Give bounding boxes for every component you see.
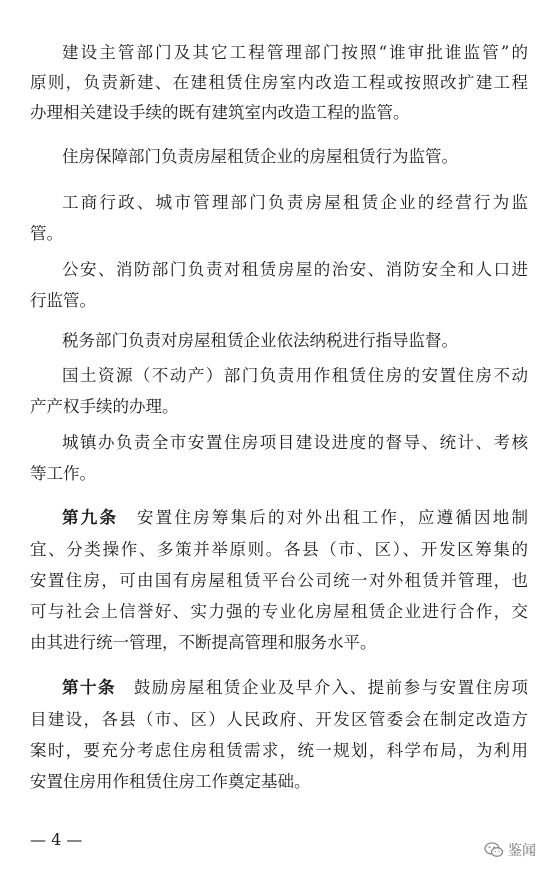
text-line — [30, 628, 528, 658]
text-line — [30, 736, 528, 766]
text-line — [30, 98, 528, 128]
text-line — [30, 566, 528, 596]
line-text: 建设主管部门及其它工程管理部门按照“谁审批谁监管”的 — [62, 43, 528, 62]
line-text: 安置住房，可由国有房屋租赁平台公司统一对外租赁并管理，也 — [30, 571, 528, 590]
line-text: 行监管。 — [30, 291, 96, 310]
text-line — [62, 255, 528, 285]
line-text: 管。 — [30, 224, 63, 243]
text-line — [30, 705, 528, 735]
text-line — [30, 392, 528, 422]
line-text: 税务部门负责对房屋租赁企业依法纳税进行指导监督。 — [62, 331, 458, 350]
line-text: 可与社会上信誉好、实力强的专业化房屋租赁企业进行合作，交 — [30, 602, 528, 621]
text-line — [62, 503, 528, 533]
text-line — [30, 68, 528, 98]
line-text: 目建设，各县（市、区）人民政府、开发区管委会在制定改造方 — [30, 710, 528, 729]
text-line — [30, 535, 528, 565]
watermark-text: 鉴闻 — [508, 843, 536, 859]
text-line — [30, 286, 528, 316]
line-text: 住房保障部门负责房屋租赁企业的房屋租赁行为监管。 — [62, 147, 458, 166]
line-text: 由其进行统一管理，不断提高管理和服务水平。 — [30, 633, 377, 652]
line-text: 公安、消防部门负责对租赁房屋的治安、消防安全和人口进 — [62, 260, 528, 279]
article-number: 第九条 — [62, 508, 119, 527]
text-line — [62, 326, 528, 356]
text-line — [62, 38, 528, 68]
line-text: 鼓励房屋租赁企业及早介入、提前参与安置住房项 — [132, 678, 528, 697]
line-text: 原则，负责新建、在建租赁住房室内改造工程或按照改扩建工程 — [30, 73, 528, 92]
text-line — [30, 459, 528, 489]
line-text: 等工作。 — [30, 464, 96, 483]
wechat-icon — [484, 841, 504, 859]
text-line — [62, 142, 528, 172]
line-text: 产产权手续的办理。 — [30, 397, 179, 416]
line-text: 案时，要充分考虑住房租赁需求，统一规划，科学布局，为利用 — [30, 741, 528, 760]
text-line — [62, 428, 528, 458]
page-number: — 4 — — [30, 830, 83, 849]
article-number: 第十条 — [62, 678, 116, 697]
text-line — [62, 188, 528, 218]
line-text: 安置住房用作租赁住房工作奠定基础。 — [30, 772, 311, 791]
text-line — [30, 597, 528, 627]
text-line — [62, 673, 528, 703]
text-line — [62, 361, 528, 391]
line-text: 国土资源（不动产）部门负责用作租赁住房的安置住房不动 — [62, 366, 528, 385]
watermark — [484, 840, 536, 860]
text-line — [30, 219, 528, 249]
text-line — [30, 767, 528, 797]
line-text: 宜、分类操作、多策并举原则。各县（市、区）、开发区筹集的 — [30, 540, 528, 559]
line-text: 办理相关建设手续的既有建筑室内改造工程的监管。 — [30, 103, 410, 122]
line-text: 安置住房筹集后的对外出租工作，应遵循因地制 — [134, 508, 528, 527]
line-text: 城镇办负责全市安置住房项目建设进度的督导、统计、考核 — [62, 433, 528, 452]
line-text: 工商行政、城市管理部门负责房屋租赁企业的经营行为监 — [62, 193, 528, 212]
